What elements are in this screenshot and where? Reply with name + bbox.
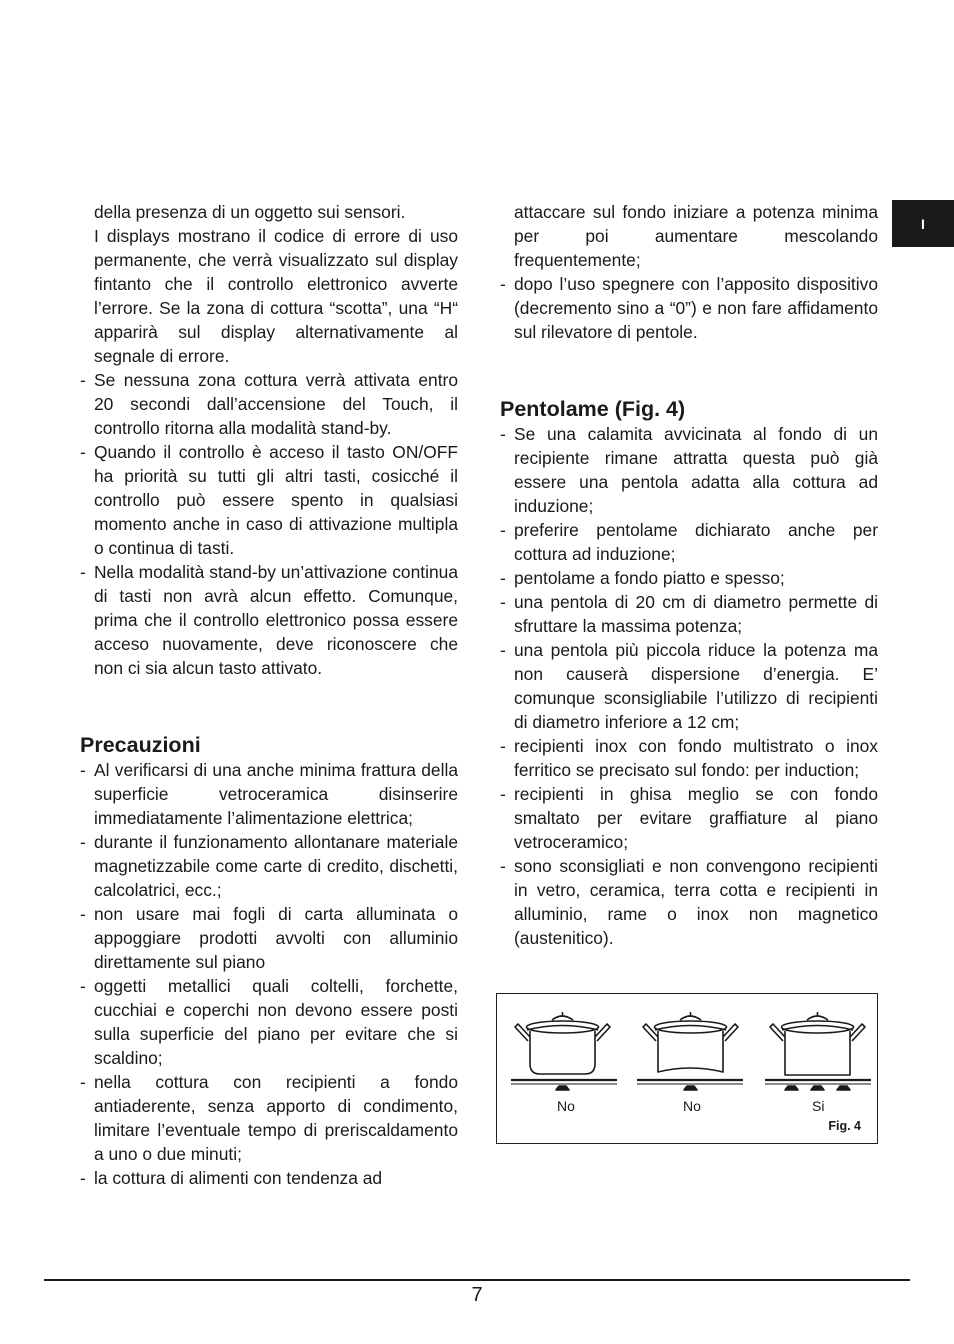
list-item: - oggetti metallici quali coltelli, forchette, cucchiai e coperchi non devono essere posti sulla superficie del piano per evitare che si scaldino; xyxy=(80,974,458,1070)
pot-caption: No xyxy=(557,1098,575,1114)
language-tab xyxy=(892,200,954,247)
pots-illustration xyxy=(497,994,877,1143)
pot-flat-bottom-icon xyxy=(765,1012,871,1090)
list-item: - recipienti inox con fondo multistrato o inox ferritico se precisato sul fondo: per induction; xyxy=(500,734,878,782)
pentolame-heading: Pentolame (Fig. 4) xyxy=(500,397,686,421)
language-tab-label: I xyxy=(921,215,925,232)
figure-label: Fig. 4 xyxy=(828,1119,861,1133)
intro-line: della presenza di un oggetto sui sensori. xyxy=(94,202,406,222)
pot-caption: No xyxy=(683,1098,701,1114)
list-item: - dopo l’uso spegnere con l’apposito dispositivo (decremento sino a “0”) e non fare affidamento sul rilevatore di pentole. xyxy=(500,272,878,344)
list-item: - nella cottura con recipienti a fondo antiaderente, senza apporto di condimento, limitare l’eventuale tempo di preriscaldamento a uno o due minuti; xyxy=(80,1070,458,1166)
footer-rule xyxy=(44,1279,910,1281)
list-item: - durante il funzionamento allontanare materiale magnetizzabile come carte di credito, dischetti, calcolatrici, ecc.; xyxy=(80,830,458,902)
list-item: - Quando il controllo è acceso il tasto ON/OFF ha priorità su tutti gli altri tasti, cosicché il controllo può essere spento in qualsiasi momento anche in caso di attivazione multipla o continua di tasti. xyxy=(80,440,458,560)
right-bullet-list xyxy=(500,272,878,344)
page-number: 7 xyxy=(471,1284,483,1306)
precauzioni-heading: Precauzioni xyxy=(80,733,201,757)
list-item: - Nella modalità stand-by un’attivazione continua di tasti non avrà alcun effetto. Comunque, prima che il controllo elettronico possa essere acceso nuovamente, deve riconoscere che non ci sia alcun tasto attivato. xyxy=(80,560,458,680)
intro-paragraph: I displays mostrano il codice di errore di uso permanente, che verrà visualizzato sul display fintanto che il controllo elettronico avverte l’errore. Se la zona di cottura “scotta”, una “H“ apparirà sul display alternativamente al segnale di errore. xyxy=(94,226,458,366)
precauzioni-list xyxy=(80,758,458,1190)
list-item: - sono sconsigliati e non convengono recipienti in vetro, ceramica, terra cotta e recipienti in alluminio, rame o inox non magnetico (austenitico). xyxy=(500,854,878,950)
list-item: - Se una calamita avvicinata al fondo di un recipiente rimane attratta questa può già essere una pentola adatta alla cottura ad induzione; xyxy=(500,422,878,518)
list-item: - una pentola più piccola riduce la potenza ma non causerà dispersione d’energia. E’ comunque sconsigliabile l’utilizzo di recipienti di diametro inferiore a 12 cm; xyxy=(500,638,878,734)
list-item: - una pentola di 20 cm di diametro permette di sfruttare la massima potenza; xyxy=(500,590,878,638)
list-item: - la cottura di alimenti con tendenza ad xyxy=(80,1166,458,1190)
pot-concave-bottom-icon xyxy=(637,1012,743,1090)
pentolame-list xyxy=(500,422,878,950)
list-item: - recipienti in ghisa meglio se con fondo smaltato per evitare graffiature al piano vetroceramico; xyxy=(500,782,878,854)
figure-4 xyxy=(496,993,878,1144)
left-column xyxy=(80,200,458,1190)
list-item: - Se nessuna zona cottura verrà attivata entro 20 secondi dall’accensione del Touch, il controllo ritorna alla modalità stand-by. xyxy=(80,368,458,440)
list-item: - preferire pentolame dichiarato anche per cottura ad induzione; xyxy=(500,518,878,566)
list-item: - Al verificarsi di una anche minima frattura della superficie vetroceramica disinserire immediatamente l’alimentazione elettrica; xyxy=(80,758,458,830)
pot-curved-bottom-icon xyxy=(511,1012,617,1090)
pot-caption: Si xyxy=(812,1098,825,1114)
left-bullet-list xyxy=(80,368,458,680)
list-item: - non usare mai fogli di carta alluminata o appoggiare prodotti avvolti con alluminio direttamente sul piano xyxy=(80,902,458,974)
continuation-paragraph: attaccare sul fondo iniziare a potenza minima per poi aumentare mescolando frequentemente; xyxy=(514,202,878,270)
right-column xyxy=(500,200,878,950)
list-item: - pentolame a fondo piatto e spesso; xyxy=(500,566,878,590)
